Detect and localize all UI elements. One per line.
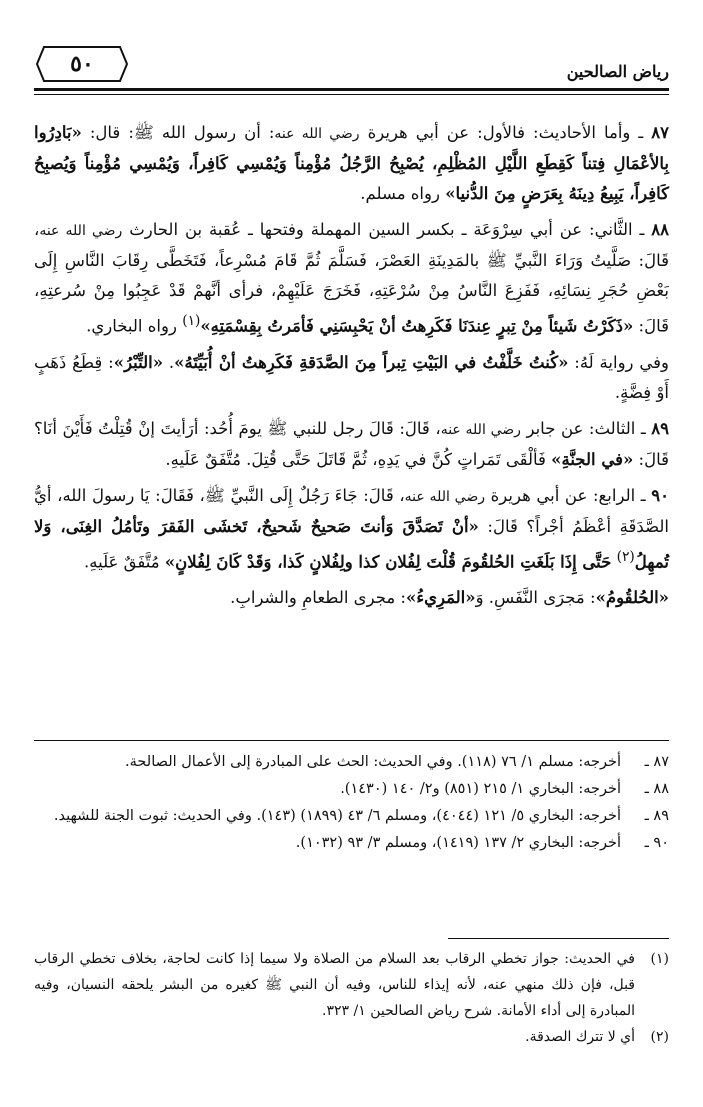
hadith-text: : قال: (89, 123, 134, 142)
hadith-number: ٨٨ (651, 220, 669, 239)
takhrij-number: ٩٠ ـ (644, 835, 669, 851)
hadith-text: : أن رسول الله (161, 123, 275, 142)
hadith-intro: ـ الثالث: عن جابر (526, 418, 646, 438)
footnote-ref: (١) (182, 313, 201, 329)
hadith-closing: رواه مسلم. (360, 184, 440, 203)
hadith-text: ، فَقَالَ: يَا رسولَ الله، أيُّ الصَّدَقَةِ أعْظَمُ أجْراً؟ قَالَ: (34, 485, 669, 536)
hadith-90 (34, 481, 669, 578)
gloss-word: «التِّبْرُ» (113, 352, 164, 372)
page-number-frame (34, 44, 130, 84)
hadith-88-variant: وفي رواية لَهُ: «كُنتُ خَلَّفْتُ في البَيْتِ تِبراً مِنَ الصَّدَقةِ فَكَرِهتُ أنْ أُبَيِّتَهُ». «التِّبْرُ»: قِطَعُ ذَهَبٍ أَوْ فِضَّةٍ. (34, 352, 669, 402)
gloss-word: «المَرِيءُ» (406, 588, 476, 607)
variant-quote: «كُنتُ خَلَّفْتُ في البَيْتِ تِبراً مِنَ الصَّدَقةِ فَكَرِهتُ أنْ أُبَيِّتَهُ» (174, 352, 569, 372)
salla-glyph: ﷺ (267, 418, 288, 438)
salla-glyph: ﷺ (486, 251, 507, 270)
hadith-closing: رواه البخاري. (86, 316, 177, 336)
hadith-intro: ـ وأما الأحاديث: فالأول: عن أبي هريرة (367, 123, 644, 142)
hadith-text: ، قَالَ: قَالَ رجل للنبي (292, 418, 441, 438)
page-number: ٥٠ (70, 51, 94, 77)
takhrij-number: ٨٩ ـ (644, 808, 669, 824)
hadith-89 (34, 414, 669, 475)
hadith-intro: ـ الرابع: عن أبي هريرة (490, 485, 646, 505)
takhrij-text: أخرجه: مسلم ١/ ٧٦ (١١٨). وفي الحديث: الحث على المبادرة إلى الأعمال الصالحة. (125, 754, 621, 770)
footnote-row (34, 1024, 669, 1050)
footnotes (34, 946, 669, 1050)
takhrij-row (34, 804, 669, 829)
takhrij-row (34, 831, 669, 856)
takhrij-row (34, 750, 669, 775)
radiy-allah-glyph: رضي الله عنه (440, 421, 521, 438)
variant-intro: وفي رواية لَهُ: (574, 352, 669, 372)
hadith-87 (34, 118, 669, 209)
hadith-text: ، قَالَ: جَاءَ رَجُلٌ إِلَى النَّبيِّ (230, 485, 405, 505)
takhrij-text: أخرجه: البخاري ٢/ ١٣٧ (١٤١٩)، ومسلم ٣/ ٩٣ (١٠٣٢). (295, 835, 621, 851)
footnote-number: (٢) (650, 1029, 669, 1045)
header-rule-thick (34, 88, 669, 91)
hadith-number: ٩٠ (651, 485, 669, 505)
footnote-text: أي لا تترك الصدقة. (525, 1029, 635, 1045)
takhrij-notes (34, 750, 669, 858)
gloss-word: «الحُلقُومُ» (595, 588, 669, 607)
hadith-text: فَألْقَى تَمَراتٍ كُنَّ في يَدِهِ، ثُمَّ قَاتَلَ حَتَّى قُتِلَ. مُتَّفَقٌ عَلَيهِ. (165, 449, 546, 469)
page-header (34, 38, 669, 100)
footnote-ref: (٢) (616, 548, 635, 565)
takhrij-text: أخرجه: البخاري ١/ ٢١٥ (٨٥١) و٢/ ١٤٠ (١٤٣٠). (340, 781, 621, 797)
footnote-text: في الحديث: جواز تخطي الرقاب بعد السلام من الصلاة ولا سيما إذا كانت لحاجة، بخلاف تخطي الرقاب قبل، فإن ذلك منهي عنه، لأنه إيذاء للناس، وفيه أن النبي ﷺ كغيره من البشر يلحقه النسيان، وفيه المبادرة إلى أداء الأمانة. شرح رياض الصالحين ١/ ٣٢٣. (34, 951, 635, 1019)
gloss-text: : مجرى الطعامِ والشرابِ. (230, 588, 406, 607)
main-text (34, 118, 669, 619)
hadith-quote: حَتَّى إِذَا بَلَغَتِ الحُلقُومَ قُلْتَ لِفُلان كذا ولِفُلانٍ كَذا، وَقَدْ كَانَ لِفُلانٍ» (164, 552, 612, 571)
header-rule-thin (34, 94, 669, 95)
takhrij-text: أخرجه: البخاري ٥/ ١٢١ (٤٠٤٤)، ومسلم ٦/ ٤٣ (١٨٩٩) (١٤٣). وفي الحديث: ثبوت الجنة للشهيد. (53, 808, 621, 824)
footnote-row (34, 946, 669, 1024)
hadith-quote: «بَادِرُوا بِالأعْمَالِ فِتناً كَقِطَعِ اللَّيْلِ المُظْلِمِ، يُصْبِحُ الرَّجُلُ مُؤْمِناً وَيُمْسِي كَافِراً، وَيُمْسِي مُؤْمِناً وَيُصبِحُ كَافِراً، يَبِيعُ دِينَهُ بِعَرَضٍ مِنَ الدُّنيا» (34, 123, 669, 203)
hadith-number: ٨٧ (651, 123, 669, 142)
radiy-allah-glyph: رضي الله عنه (404, 488, 485, 505)
book-title: رياض الصالحين (566, 62, 669, 81)
hadith-number: ٨٩ (651, 418, 670, 438)
takhrij-divider (34, 740, 669, 741)
salla-glyph: ﷺ (204, 485, 225, 505)
gloss-text: : مَجرَى النَّفَسِ. وَ (475, 588, 596, 607)
hadith-text: بالمَدِينَةِ العَصْرَ، فَسَلَّمَ ثُمَّ قَامَ مُسْرِعاً، فَتَخَطَّى رِقَابَ النَّاسِ إِلَى بَعْضِ حُجَرِ نِسَائِهِ، فَفَزِعَ النَّاسُ مِنْ سُرْعَتِهِ، فَخَرَجَ عَلَيْهِمْ، فرأى أنَّهمْ قَدْ عَجِبُوا مِنْ سُرعتِهِ، قَالَ: (34, 251, 669, 336)
hadith-closing: مُتَّفَقٌ عَلَيهِ. (84, 552, 160, 571)
radiy-allah-glyph: رضي الله عنه (39, 223, 123, 239)
radiy-allah-glyph: رضي الله عنه (274, 126, 360, 142)
hadith-intro: ـ الثَّاني: عن أبي سِرْوَعَة ـ بكسر السين المهملة وفتحها ـ عُقبة بن الحارث (129, 220, 645, 239)
gloss-line (34, 583, 669, 613)
gloss-text: : قِطَعُ ذَهَبٍ أَوْ فِضَّةٍ. (34, 352, 669, 402)
hadith-text: ، قَالَ: صَلَّيتُ وَرَاءَ النَّبيِّ (34, 220, 670, 270)
takhrij-row (34, 777, 669, 802)
hadith-88 (34, 215, 669, 342)
salla-glyph: ﷺ (133, 123, 154, 142)
hadith-quote: «في الجنَّةِ» (551, 449, 634, 469)
footnote-divider (448, 938, 669, 939)
takhrij-number: ٨٨ ـ (644, 781, 669, 797)
footnote-number: (١) (650, 951, 669, 967)
hadith-text: يومَ أُحُد: أرَأيتَ إنْ قُتِلْتُ فَأَيْنَ أنَا؟ قَالَ: (34, 418, 669, 469)
takhrij-number: ٨٧ ـ (644, 754, 669, 770)
hadith-quote: «أنْ تَصَدَّقَ وَأنتَ صَحيحٌ شَحيحٌ، تَخشَى الفَقرَ وتَأمُلُ الغِنَى، وَلا تُمهِلُ (34, 516, 669, 571)
hadith-quote: «ذَكَرْتُ شَيئاً مِنْ تِبرٍ عِندَنَا فَكَرِهتُ أنْ يَحْبِسَنِي فَأمَرتُ بِقِسْمَتِهِ» (200, 316, 634, 336)
